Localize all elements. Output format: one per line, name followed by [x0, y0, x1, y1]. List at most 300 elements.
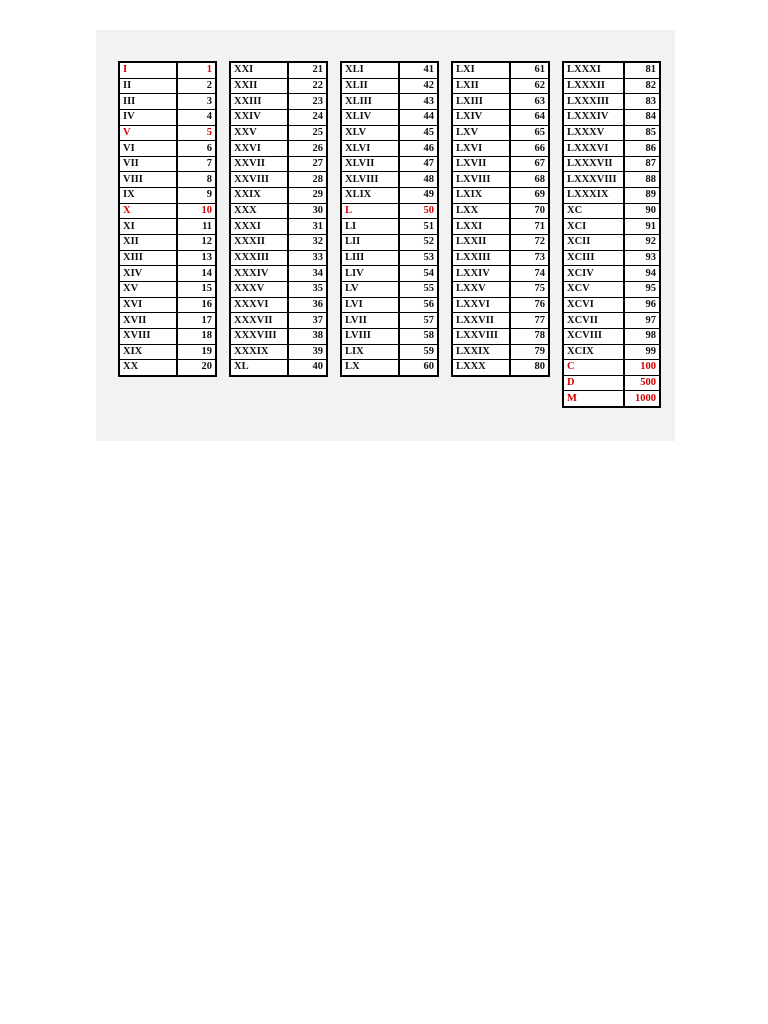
- numeral-row: [452, 109, 549, 125]
- roman-numeral-cell: XCIII: [563, 250, 624, 266]
- roman-numeral-cell: XCIX: [563, 344, 624, 360]
- arabic-number-cell: 66: [510, 141, 549, 157]
- arabic-number-cell: 74: [510, 266, 549, 282]
- roman-numeral-cell: XC: [563, 203, 624, 219]
- roman-numeral-cell: II: [119, 78, 177, 94]
- arabic-number-cell: 44: [399, 109, 438, 125]
- arabic-number-cell: 1000: [624, 391, 660, 407]
- arabic-number-cell: 98: [624, 328, 660, 344]
- arabic-number-cell: 28: [288, 172, 327, 188]
- roman-numeral-cell: XXV: [230, 125, 288, 141]
- roman-numeral-cell: LXXXIV: [563, 109, 624, 125]
- arabic-number-cell: 34: [288, 266, 327, 282]
- numeral-row: [563, 328, 660, 344]
- arabic-number-cell: 52: [399, 235, 438, 251]
- roman-numeral-cell: LV: [341, 281, 399, 297]
- arabic-number-cell: 92: [624, 235, 660, 251]
- arabic-number-cell: 8: [177, 172, 216, 188]
- roman-numeral-cell: LXII: [452, 78, 510, 94]
- roman-numeral-cell: LI: [341, 219, 399, 235]
- numeral-row: [119, 141, 216, 157]
- numeral-row: [230, 141, 327, 157]
- roman-numeral-cell: XLV: [341, 125, 399, 141]
- numeral-row: [341, 250, 438, 266]
- roman-numeral-cell: XXX: [230, 203, 288, 219]
- numeral-row: [341, 297, 438, 313]
- numeral-row: [119, 250, 216, 266]
- numeral-row: [452, 172, 549, 188]
- arabic-number-cell: 24: [288, 109, 327, 125]
- numeral-row: [230, 328, 327, 344]
- arabic-number-cell: 47: [399, 156, 438, 172]
- numeral-row: [119, 109, 216, 125]
- arabic-number-cell: 78: [510, 328, 549, 344]
- numeral-row: [452, 219, 549, 235]
- arabic-number-cell: 83: [624, 94, 660, 110]
- arabic-number-cell: 96: [624, 297, 660, 313]
- roman-numeral-cell: LXIV: [452, 109, 510, 125]
- arabic-number-cell: 54: [399, 266, 438, 282]
- roman-numeral-cell: LXXIX: [452, 344, 510, 360]
- numeral-row: [230, 344, 327, 360]
- numeral-row: [230, 203, 327, 219]
- numeral-row: [119, 281, 216, 297]
- numeral-row: [452, 266, 549, 282]
- roman-numeral-cell: XL: [230, 360, 288, 376]
- roman-numeral-cell: XXIII: [230, 94, 288, 110]
- numeral-row: [452, 328, 549, 344]
- arabic-number-cell: 56: [399, 297, 438, 313]
- numeral-row: [341, 203, 438, 219]
- arabic-number-cell: 90: [624, 203, 660, 219]
- roman-numeral-cell: LXXV: [452, 281, 510, 297]
- numeral-row: [452, 235, 549, 251]
- roman-numeral-cell: LVII: [341, 313, 399, 329]
- roman-numeral-cell: XLVIII: [341, 172, 399, 188]
- roman-numeral-cell: LXXIII: [452, 250, 510, 266]
- arabic-number-cell: 89: [624, 188, 660, 204]
- arabic-number-cell: 86: [624, 141, 660, 157]
- roman-numeral-cell: LXV: [452, 125, 510, 141]
- arabic-number-cell: 50: [399, 203, 438, 219]
- numeral-row: [563, 109, 660, 125]
- numeral-row: [119, 360, 216, 376]
- numeral-row: [230, 109, 327, 125]
- arabic-number-cell: 42: [399, 78, 438, 94]
- roman-numeral-cell: XII: [119, 235, 177, 251]
- roman-numeral-cell: LVIII: [341, 328, 399, 344]
- numeral-row: [452, 188, 549, 204]
- numeral-row: [230, 62, 327, 78]
- roman-numeral-cell: XXIV: [230, 109, 288, 125]
- numeral-row: [563, 297, 660, 313]
- numeral-row: [563, 235, 660, 251]
- arabic-number-cell: 59: [399, 344, 438, 360]
- arabic-number-cell: 18: [177, 328, 216, 344]
- numeral-row: [341, 235, 438, 251]
- roman-numeral-cell: M: [563, 391, 624, 407]
- numeral-row: [563, 219, 660, 235]
- numeral-row: [563, 313, 660, 329]
- numeral-row: [341, 313, 438, 329]
- roman-numeral-cell: XXVIII: [230, 172, 288, 188]
- numeral-row: [563, 360, 660, 376]
- numeral-row: [341, 62, 438, 78]
- numeral-row: [341, 141, 438, 157]
- numeral-row: [119, 344, 216, 360]
- arabic-number-cell: 20: [177, 360, 216, 376]
- arabic-number-cell: 41: [399, 62, 438, 78]
- arabic-number-cell: 81: [624, 62, 660, 78]
- arabic-number-cell: 61: [510, 62, 549, 78]
- numeral-row: [563, 281, 660, 297]
- arabic-number-cell: 97: [624, 313, 660, 329]
- roman-numeral-cell: XXXII: [230, 235, 288, 251]
- arabic-number-cell: 87: [624, 156, 660, 172]
- numeral-row: [230, 281, 327, 297]
- numeral-row: [452, 94, 549, 110]
- numeral-table-61-80: [451, 61, 550, 377]
- arabic-number-cell: 26: [288, 141, 327, 157]
- numeral-row: [563, 156, 660, 172]
- arabic-number-cell: 5: [177, 125, 216, 141]
- arabic-number-cell: 35: [288, 281, 327, 297]
- arabic-number-cell: 55: [399, 281, 438, 297]
- roman-numeral-cell: C: [563, 360, 624, 376]
- arabic-number-cell: 22: [288, 78, 327, 94]
- roman-numeral-cell: XXXVI: [230, 297, 288, 313]
- roman-numeral-cell: XLIX: [341, 188, 399, 204]
- roman-numeral-cell: XCVII: [563, 313, 624, 329]
- numeral-row: [452, 203, 549, 219]
- arabic-number-cell: 4: [177, 109, 216, 125]
- arabic-number-cell: 46: [399, 141, 438, 157]
- arabic-number-cell: 37: [288, 313, 327, 329]
- arabic-number-cell: 23: [288, 94, 327, 110]
- arabic-number-cell: 6: [177, 141, 216, 157]
- numeral-row: [341, 78, 438, 94]
- numeral-row: [230, 250, 327, 266]
- roman-numeral-cell: XIV: [119, 266, 177, 282]
- roman-numeral-cell: XCV: [563, 281, 624, 297]
- roman-numeral-cell: X: [119, 203, 177, 219]
- roman-numeral-cell: XCVI: [563, 297, 624, 313]
- roman-numeral-cell: LXVII: [452, 156, 510, 172]
- roman-numeral-cell: XXXV: [230, 281, 288, 297]
- arabic-number-cell: 21: [288, 62, 327, 78]
- roman-numeral-cell: LIV: [341, 266, 399, 282]
- arabic-number-cell: 79: [510, 344, 549, 360]
- arabic-number-cell: 64: [510, 109, 549, 125]
- arabic-number-cell: 73: [510, 250, 549, 266]
- arabic-number-cell: 49: [399, 188, 438, 204]
- roman-numeral-cell: XXXIX: [230, 344, 288, 360]
- roman-numeral-cell: LXXVII: [452, 313, 510, 329]
- numeral-row: [563, 250, 660, 266]
- numeral-row: [119, 297, 216, 313]
- roman-numeral-cell: XCII: [563, 235, 624, 251]
- roman-numeral-cell: LXXXIX: [563, 188, 624, 204]
- arabic-number-cell: 75: [510, 281, 549, 297]
- numeral-row: [452, 156, 549, 172]
- roman-numeral-cell: XXXI: [230, 219, 288, 235]
- numeral-row: [452, 62, 549, 78]
- roman-numeral-cell: XXXIII: [230, 250, 288, 266]
- roman-numeral-cell: LVI: [341, 297, 399, 313]
- arabic-number-cell: 16: [177, 297, 216, 313]
- roman-numeral-cell: XI: [119, 219, 177, 235]
- numeral-row: [341, 172, 438, 188]
- arabic-number-cell: 11: [177, 219, 216, 235]
- arabic-number-cell: 51: [399, 219, 438, 235]
- roman-numeral-cell: VII: [119, 156, 177, 172]
- arabic-number-cell: 36: [288, 297, 327, 313]
- numeral-row: [119, 219, 216, 235]
- roman-numeral-cell: LXIX: [452, 188, 510, 204]
- roman-numeral-cell: XXVI: [230, 141, 288, 157]
- numeral-row: [452, 360, 549, 376]
- roman-numeral-chart: [96, 30, 675, 441]
- roman-numeral-cell: LXXVI: [452, 297, 510, 313]
- numeral-row: [119, 78, 216, 94]
- arabic-number-cell: 2: [177, 78, 216, 94]
- numeral-row: [230, 172, 327, 188]
- roman-numeral-cell: XIX: [119, 344, 177, 360]
- roman-numeral-cell: IX: [119, 188, 177, 204]
- arabic-number-cell: 12: [177, 235, 216, 251]
- roman-numeral-cell: XXXIV: [230, 266, 288, 282]
- arabic-number-cell: 500: [624, 375, 660, 391]
- arabic-number-cell: 76: [510, 297, 549, 313]
- arabic-number-cell: 48: [399, 172, 438, 188]
- numeral-row: [119, 94, 216, 110]
- numeral-row: [452, 281, 549, 297]
- arabic-number-cell: 80: [510, 360, 549, 376]
- roman-numeral-cell: LXXXI: [567, 64, 601, 76]
- roman-numeral-cell: D: [563, 375, 624, 391]
- roman-numeral-cell: XXI: [234, 64, 254, 76]
- roman-numeral-cell: XIII: [119, 250, 177, 266]
- arabic-number-cell: 31: [288, 219, 327, 235]
- numeral-row: [119, 328, 216, 344]
- arabic-number-cell: 63: [510, 94, 549, 110]
- numeral-row: [119, 313, 216, 329]
- arabic-number-cell: 45: [399, 125, 438, 141]
- numeral-row: [341, 281, 438, 297]
- roman-numeral-cell: XCVIII: [563, 328, 624, 344]
- numeral-row: [563, 141, 660, 157]
- numeral-row: [563, 172, 660, 188]
- roman-numeral-cell: LXX: [452, 203, 510, 219]
- arabic-number-cell: 14: [177, 266, 216, 282]
- arabic-number-cell: 10: [177, 203, 216, 219]
- numeral-row: [230, 188, 327, 204]
- numeral-row: [119, 266, 216, 282]
- arabic-number-cell: 99: [624, 344, 660, 360]
- numeral-row: [452, 78, 549, 94]
- roman-numeral-cell: LIX: [341, 344, 399, 360]
- arabic-number-cell: 38: [288, 328, 327, 344]
- numeral-row: [563, 391, 660, 407]
- numeral-row: [119, 172, 216, 188]
- roman-numeral-cell: LXVI: [452, 141, 510, 157]
- roman-numeral-cell: XVI: [119, 297, 177, 313]
- roman-numeral-cell: XLVII: [341, 156, 399, 172]
- arabic-number-cell: 30: [288, 203, 327, 219]
- roman-numeral-cell: XLIII: [341, 94, 399, 110]
- numeral-row: [452, 125, 549, 141]
- arabic-number-cell: 91: [624, 219, 660, 235]
- numeral-row: [230, 94, 327, 110]
- roman-numeral-cell: VI: [119, 141, 177, 157]
- numeral-row: [452, 297, 549, 313]
- roman-numeral-cell: LX: [341, 360, 399, 376]
- roman-numeral-cell: XXXVII: [230, 313, 288, 329]
- numeral-row: [230, 297, 327, 313]
- arabic-number-cell: 40: [288, 360, 327, 376]
- roman-numeral-cell: LXXXII: [563, 78, 624, 94]
- numeral-row: [230, 266, 327, 282]
- arabic-number-cell: 82: [624, 78, 660, 94]
- numeral-table-81-1000: [562, 61, 661, 408]
- numeral-row: [341, 344, 438, 360]
- arabic-number-cell: 27: [288, 156, 327, 172]
- roman-numeral-cell: XXVII: [230, 156, 288, 172]
- arabic-number-cell: 100: [624, 360, 660, 376]
- arabic-number-cell: 67: [510, 156, 549, 172]
- arabic-number-cell: 88: [624, 172, 660, 188]
- numeral-row: [452, 141, 549, 157]
- numeral-row: [341, 188, 438, 204]
- arabic-number-cell: 13: [177, 250, 216, 266]
- arabic-number-cell: 69: [510, 188, 549, 204]
- numeral-row: [230, 235, 327, 251]
- roman-numeral-cell: XLIV: [341, 109, 399, 125]
- roman-numeral-cell: XVII: [119, 313, 177, 329]
- numeral-row: [452, 250, 549, 266]
- roman-numeral-cell: LIII: [341, 250, 399, 266]
- numeral-row: [341, 94, 438, 110]
- numeral-row: [563, 125, 660, 141]
- arabic-number-cell: 68: [510, 172, 549, 188]
- arabic-number-cell: 32: [288, 235, 327, 251]
- numeral-row: [341, 219, 438, 235]
- roman-numeral-cell: XLVI: [341, 141, 399, 157]
- arabic-number-cell: 95: [624, 281, 660, 297]
- roman-numeral-cell: LXXXVIII: [563, 172, 624, 188]
- roman-numeral-cell: XX: [119, 360, 177, 376]
- roman-numeral-cell: XVIII: [119, 328, 177, 344]
- arabic-number-cell: 94: [624, 266, 660, 282]
- numeral-table-1-20: [118, 61, 217, 377]
- arabic-number-cell: 29: [288, 188, 327, 204]
- roman-numeral-cell: LXI: [456, 64, 475, 76]
- numeral-row: [341, 266, 438, 282]
- numeral-row: [452, 344, 549, 360]
- roman-numeral-cell: V: [119, 125, 177, 141]
- roman-numeral-cell: VIII: [119, 172, 177, 188]
- roman-numeral-cell: LII: [341, 235, 399, 251]
- roman-numeral-cell: LXXX: [452, 360, 510, 376]
- numeral-row: [341, 360, 438, 376]
- roman-numeral-cell: XCIV: [563, 266, 624, 282]
- roman-numeral-cell: LXVIII: [452, 172, 510, 188]
- arabic-number-cell: 57: [399, 313, 438, 329]
- arabic-number-cell: 25: [288, 125, 327, 141]
- numeral-row: [341, 328, 438, 344]
- roman-numeral-cell: XXXVIII: [230, 328, 288, 344]
- numeral-row: [230, 360, 327, 376]
- numeral-row: [230, 313, 327, 329]
- numeral-row: [563, 188, 660, 204]
- numeral-row: [563, 375, 660, 391]
- roman-numeral-cell: LXXIV: [452, 266, 510, 282]
- arabic-number-cell: 43: [399, 94, 438, 110]
- numeral-row: [452, 313, 549, 329]
- arabic-number-cell: 77: [510, 313, 549, 329]
- roman-numeral-cell: I: [123, 64, 128, 76]
- numeral-row: [230, 78, 327, 94]
- numeral-row: [119, 156, 216, 172]
- arabic-number-cell: 70: [510, 203, 549, 219]
- numeral-row: [563, 344, 660, 360]
- numeral-row: [563, 94, 660, 110]
- numeral-row: [119, 188, 216, 204]
- numeral-row: [563, 266, 660, 282]
- roman-numeral-cell: IV: [119, 109, 177, 125]
- numeral-row: [341, 156, 438, 172]
- roman-numeral-cell: LXXXIII: [563, 94, 624, 110]
- numeral-row: [119, 203, 216, 219]
- roman-numeral-cell: LXXXVI: [563, 141, 624, 157]
- arabic-number-cell: 58: [399, 328, 438, 344]
- roman-numeral-cell: XCI: [563, 219, 624, 235]
- arabic-number-cell: 65: [510, 125, 549, 141]
- roman-numeral-cell: XLII: [341, 78, 399, 94]
- numeral-row: [230, 156, 327, 172]
- numeral-row: [563, 203, 660, 219]
- arabic-number-cell: 71: [510, 219, 549, 235]
- roman-numeral-cell: XXII: [230, 78, 288, 94]
- roman-numeral-cell: LXXXVII: [563, 156, 624, 172]
- roman-numeral-cell: LXIII: [452, 94, 510, 110]
- arabic-number-cell: 62: [510, 78, 549, 94]
- arabic-number-cell: 72: [510, 235, 549, 251]
- arabic-number-cell: 93: [624, 250, 660, 266]
- numeral-row: [119, 62, 216, 78]
- roman-numeral-cell: LXXII: [452, 235, 510, 251]
- numeral-row: [230, 219, 327, 235]
- arabic-number-cell: 15: [177, 281, 216, 297]
- arabic-number-cell: 39: [288, 344, 327, 360]
- numeral-row: [563, 62, 660, 78]
- arabic-number-cell: 85: [624, 125, 660, 141]
- roman-numeral-cell: XXIX: [230, 188, 288, 204]
- roman-numeral-cell: LXXXV: [563, 125, 624, 141]
- numeral-row: [230, 125, 327, 141]
- arabic-number-cell: 84: [624, 109, 660, 125]
- arabic-number-cell: 53: [399, 250, 438, 266]
- arabic-number-cell: 3: [177, 94, 216, 110]
- arabic-number-cell: 17: [177, 313, 216, 329]
- numeral-row: [341, 109, 438, 125]
- numeral-row: [341, 125, 438, 141]
- numeral-row: [119, 125, 216, 141]
- arabic-number-cell: 9: [177, 188, 216, 204]
- roman-numeral-cell: XV: [119, 281, 177, 297]
- arabic-number-cell: 60: [399, 360, 438, 376]
- roman-numeral-cell: LXXVIII: [452, 328, 510, 344]
